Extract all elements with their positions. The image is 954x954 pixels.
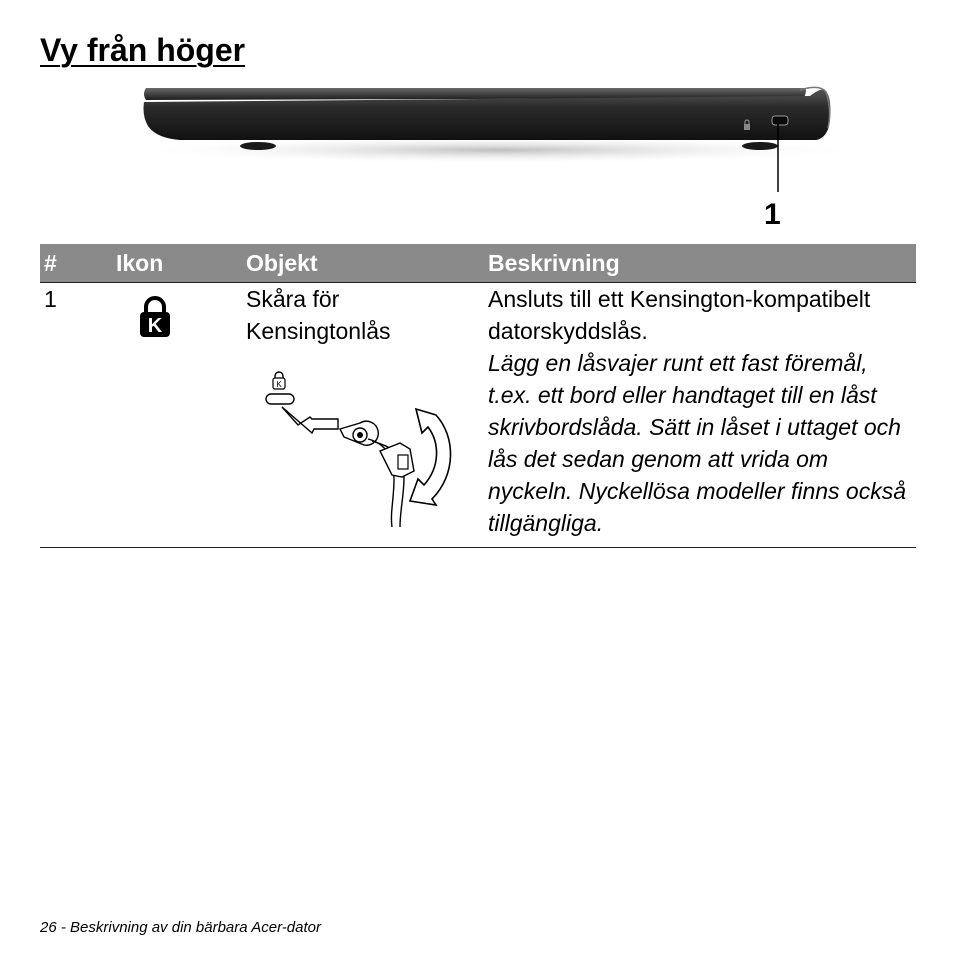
row-item-cell xyxy=(240,283,482,548)
laptop-foot-right xyxy=(742,142,778,150)
item-label-line-2: Kensingtonlås xyxy=(246,318,391,344)
description-text: Ansluts till ett Kensington-kompatibelt datorskyddslås. xyxy=(488,286,871,344)
slot-outline xyxy=(266,394,294,404)
description-italic-text: Lägg en låsvajer runt ett fast föremål, t.ex. ett bord eller handtaget till en låst skrivbordslåda. Sätt in låset i uttaget och lås det sedan genom att vrida om nyckeln. Nyckellösa modeller finns också tillgängliga. xyxy=(488,350,907,536)
item-label-line-1: Skåra för xyxy=(246,286,340,312)
kensington-icon-letter: K xyxy=(147,315,163,337)
header-item: Objekt xyxy=(240,244,482,283)
callout-number: 1 xyxy=(764,198,781,231)
turn-arrow xyxy=(410,409,451,505)
page-title: Vy från höger xyxy=(40,32,246,68)
header-description: Beskrivning xyxy=(482,244,916,283)
table-row xyxy=(40,283,916,548)
mini-kensington-icon xyxy=(273,372,285,389)
mini-kensington-icon-letter: K xyxy=(276,380,282,389)
row-icon-cell xyxy=(110,283,240,548)
page-footer: 26 - Beskrivning av din bärbara Acer-dator xyxy=(40,919,321,936)
kensington-slot xyxy=(772,116,788,125)
insert-arrow xyxy=(282,407,338,433)
laptop-shadow xyxy=(130,136,870,164)
row-description-cell xyxy=(482,283,916,548)
header-icon: Ikon xyxy=(110,244,240,283)
header-number: # xyxy=(40,244,110,283)
laptop-foot-left xyxy=(240,142,276,150)
kensington-lock-illustration xyxy=(260,367,460,527)
kensington-lock-icon xyxy=(138,295,172,339)
row-number: 1 xyxy=(40,283,110,548)
table-header-row xyxy=(40,244,916,283)
spec-table xyxy=(40,244,916,548)
